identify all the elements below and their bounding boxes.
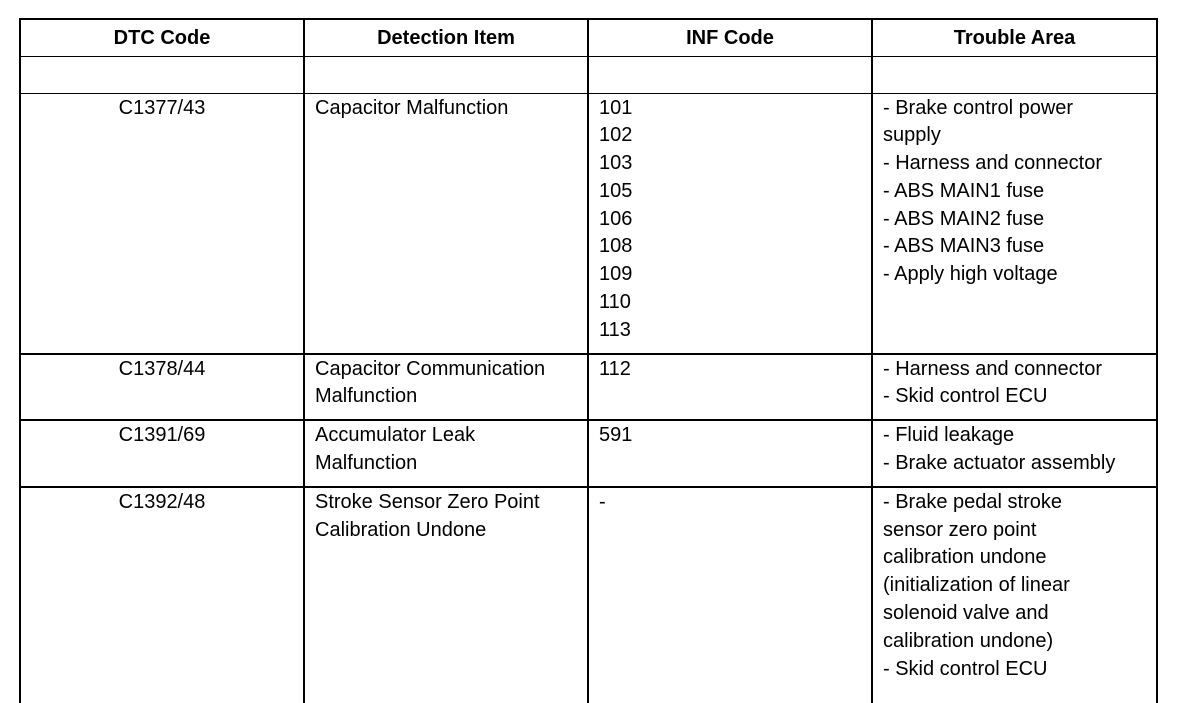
dtc-table	[19, 18, 1158, 703]
trouble-area-line: - Fluid leakage	[883, 424, 1015, 447]
inf-code: 102	[599, 124, 633, 147]
trouble-area-line: - ABS MAIN2 fuse	[883, 207, 1045, 230]
table-header	[20, 19, 1157, 93]
dtc-code-cell	[20, 93, 304, 354]
detection-item-line: Capacitor Malfunction	[315, 96, 509, 119]
dtc-code: C1391/69	[118, 424, 206, 447]
detection-item-line: Stroke Sensor Zero Point	[315, 490, 540, 513]
trouble-area-line: - Brake actuator assembly	[883, 452, 1116, 475]
trouble-area-line: sensor zero point	[883, 518, 1037, 541]
inf-code: 103	[599, 152, 633, 175]
trouble-area-line: - Skid control ECU	[883, 385, 1048, 408]
detection-item-line: Malfunction	[315, 452, 418, 475]
dtc-code-cell	[20, 354, 304, 421]
dtc-code-cell	[20, 420, 304, 487]
detection-item-line: Capacitor Communication	[315, 357, 546, 380]
dtc-code: C1378/44	[118, 357, 206, 380]
table-row	[20, 354, 1157, 421]
trouble-area-line: - Harness and connector	[883, 357, 1103, 380]
inf-code: 110	[599, 291, 631, 314]
table-row	[20, 487, 1157, 703]
detection-item-cell	[304, 93, 588, 354]
header-trouble-area: Trouble Area	[872, 19, 1157, 56]
inf-code: 105	[599, 179, 633, 202]
inf-code: 101	[599, 96, 633, 119]
inf-code: 109	[599, 263, 633, 286]
trouble-area-line: solenoid valve and	[883, 602, 1049, 625]
trouble-area-line: - Brake pedal stroke	[883, 490, 1062, 513]
trouble-area-line: calibration undone)	[883, 629, 1054, 652]
inf-code-cell	[588, 93, 872, 354]
inf-code: 106	[599, 207, 633, 230]
header-dtc-code: DTC Code	[20, 19, 304, 56]
detection-item-cell	[304, 354, 588, 421]
trouble-area-cell	[872, 354, 1157, 421]
detection-item-line: Malfunction	[315, 385, 418, 408]
detection-item-cell	[304, 487, 588, 703]
header-inf-code: INF Code	[588, 19, 872, 56]
trouble-area-cell	[872, 93, 1157, 354]
dtc-code: C1377/43	[118, 96, 206, 119]
trouble-area-line: - Brake control power	[883, 96, 1074, 119]
trouble-area-cell	[872, 420, 1157, 487]
inf-code-cell	[588, 420, 872, 487]
header-separator	[20, 56, 1157, 93]
inf-code: -	[599, 490, 606, 513]
inf-code: 591	[599, 424, 633, 447]
inf-code-cell	[588, 487, 872, 703]
detection-item-line: Calibration Undone	[315, 518, 487, 541]
trouble-area-line: - Skid control ECU	[883, 657, 1048, 680]
inf-code: 108	[599, 235, 633, 258]
inf-code: 112	[599, 357, 631, 380]
trouble-area-cell	[872, 487, 1157, 703]
table-row	[20, 93, 1157, 354]
trouble-area-line: (initialization of linear	[883, 574, 1070, 597]
dtc-code-cell	[20, 487, 304, 703]
detection-item-line: Accumulator Leak	[315, 424, 476, 447]
trouble-area-line: supply	[883, 124, 941, 147]
header-detection-item: Detection Item	[304, 19, 588, 56]
trouble-area-line: - ABS MAIN3 fuse	[883, 235, 1045, 258]
trouble-area-line: - Apply high voltage	[883, 263, 1058, 286]
trouble-area-line: - Harness and connector	[883, 152, 1103, 175]
inf-code: 113	[599, 318, 631, 341]
inf-code-cell	[588, 354, 872, 421]
trouble-area-line: - ABS MAIN1 fuse	[883, 179, 1045, 202]
trouble-area-line: calibration undone	[883, 546, 1047, 569]
dtc-code: C1392/48	[118, 490, 206, 513]
detection-item-cell	[304, 420, 588, 487]
table-row	[20, 420, 1157, 487]
